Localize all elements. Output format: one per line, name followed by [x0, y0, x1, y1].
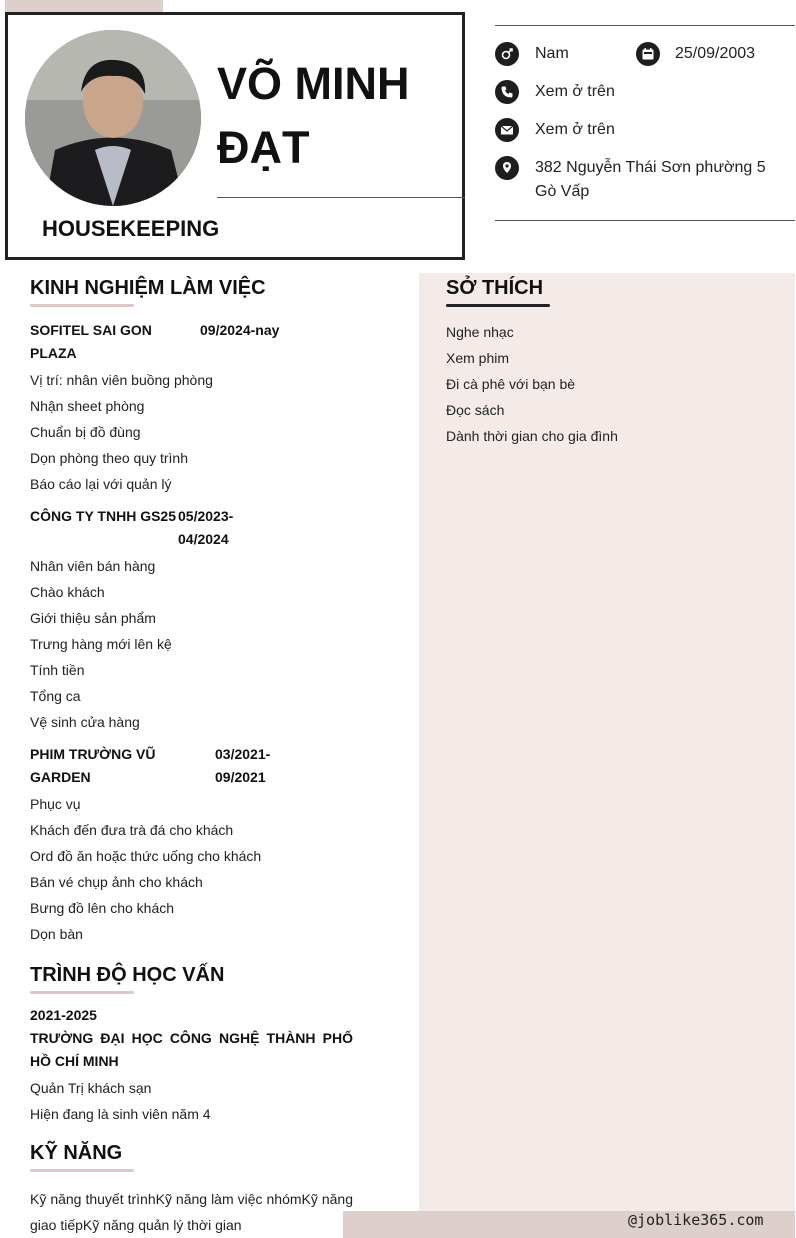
address-row: [495, 156, 519, 180]
phone-row: [495, 80, 519, 104]
list-item: Ord đồ ăn hoặc thức uống cho khách: [30, 848, 262, 864]
list-item: Nhận sheet phòng: [30, 398, 145, 414]
gender-icon: [495, 42, 519, 66]
hobbies-underline: [446, 304, 550, 307]
job-items: [30, 791, 353, 947]
skills-underline: [30, 1169, 134, 1172]
skills-title: KỸ NĂNG: [30, 1142, 123, 1164]
list-item: Vệ sinh cửa hàng: [30, 714, 140, 730]
list-item: Giới thiệu sản phẩm: [30, 610, 156, 626]
list-item: Đọc sách: [446, 402, 505, 418]
list-item: Bán vé chụp ảnh cho khách: [30, 874, 203, 890]
contact-top-rule: [495, 25, 795, 26]
phone-value: Xem ở trên: [535, 83, 615, 100]
list-item: Trưng hàng mới lên kệ: [30, 636, 172, 652]
list-item: Chuẩn bị đồ đùng: [30, 424, 141, 440]
email-row: [495, 118, 519, 142]
job-company: SOFITEL SAI GON PLAZA: [30, 322, 152, 361]
education-underline: [30, 991, 134, 994]
skills-text: Kỹ năng thuyết trìnhKỹ năng làm việc nhómKỹ năng giao tiếpKỹ năng quản lý thời gian: [30, 1191, 353, 1233]
email-icon: [495, 118, 519, 142]
job-company: CÔNG TY TNHH GS25: [30, 508, 176, 524]
experience-title: KINH NGHIỆM LÀM VIỆC: [30, 277, 266, 299]
job-header: [30, 505, 353, 551]
list-item: Nghe nhạc: [446, 324, 514, 340]
list-item: Quản Trị khách sạn: [30, 1080, 152, 1096]
list-item: Tính tiền: [30, 662, 85, 678]
gender-value: Nam: [535, 45, 569, 62]
watermark: @joblike365.com: [628, 1211, 764, 1229]
list-item: Dọn bàn: [30, 926, 83, 942]
list-item: Phục vụ: [30, 796, 81, 812]
education-title: TRÌNH ĐỘ HỌC VẤN: [30, 964, 225, 986]
calendar-icon: [636, 42, 660, 66]
list-item: Dọn phòng theo quy trình: [30, 450, 189, 466]
job-header: [30, 319, 353, 365]
gender-row: [495, 42, 519, 66]
birthday-row: [636, 42, 660, 66]
list-item: Nhân viên bán hàng: [30, 558, 156, 574]
experience-underline: [30, 304, 134, 307]
phone-icon: [495, 80, 519, 104]
list-item: Xem phim: [446, 350, 510, 366]
job-period: 09/2024-nay: [200, 322, 280, 338]
email-value: Xem ở trên: [535, 121, 615, 138]
list-item: Khách đến đưa trà đá cho khách: [30, 822, 234, 838]
job-period: 05/2023-04/2024: [178, 508, 234, 547]
list-item: Dành thời gian cho gia đình: [446, 428, 618, 444]
hobbies-column: [446, 273, 766, 449]
list-item: Đi cà phê với bạn bè: [446, 376, 576, 392]
list-item: Báo cáo lại với quản lý: [30, 476, 172, 492]
list-item: Bưng đồ lên cho khách: [30, 900, 175, 916]
list-item: Hiện đang là sinh viên năm 4: [30, 1106, 211, 1122]
list-item: Tổng ca: [30, 688, 81, 704]
list-item: Vị trí: nhân viên buồng phòng: [30, 372, 213, 388]
contact-bottom-rule: [495, 220, 795, 221]
job-items: [30, 367, 353, 497]
job-title: HOUSEKEEPING: [42, 216, 220, 241]
job-company: PHIM TRƯỜNG VŨ GARDEN: [30, 746, 156, 785]
name-divider: [217, 197, 465, 198]
hobbies-list: [446, 319, 766, 449]
job-period: 03/2021-09/2021: [215, 746, 271, 785]
education-items: [30, 1075, 353, 1127]
avatar: [25, 30, 201, 206]
list-item: Chào khách: [30, 584, 105, 600]
birthday-value: 25/09/2003: [675, 45, 756, 62]
job-header: [30, 743, 353, 789]
education-school: TRƯỜNG ĐẠI HỌC CÔNG NGHỆ THÀNH PHỐ HỒ CHÍ MINH: [30, 1030, 353, 1069]
education-period: 2021-2025: [30, 1007, 97, 1023]
candidate-name: VÕ MINH ĐẠT: [217, 58, 410, 173]
location-icon: [495, 156, 519, 180]
hobbies-title: SỞ THÍCH: [446, 277, 544, 299]
address-value: 382 Nguyễn Thái Sơn phường 5 Gò Vấp: [535, 159, 766, 200]
main-column: [30, 273, 353, 1238]
job-items: [30, 553, 353, 735]
avatar-photo: [25, 30, 201, 206]
